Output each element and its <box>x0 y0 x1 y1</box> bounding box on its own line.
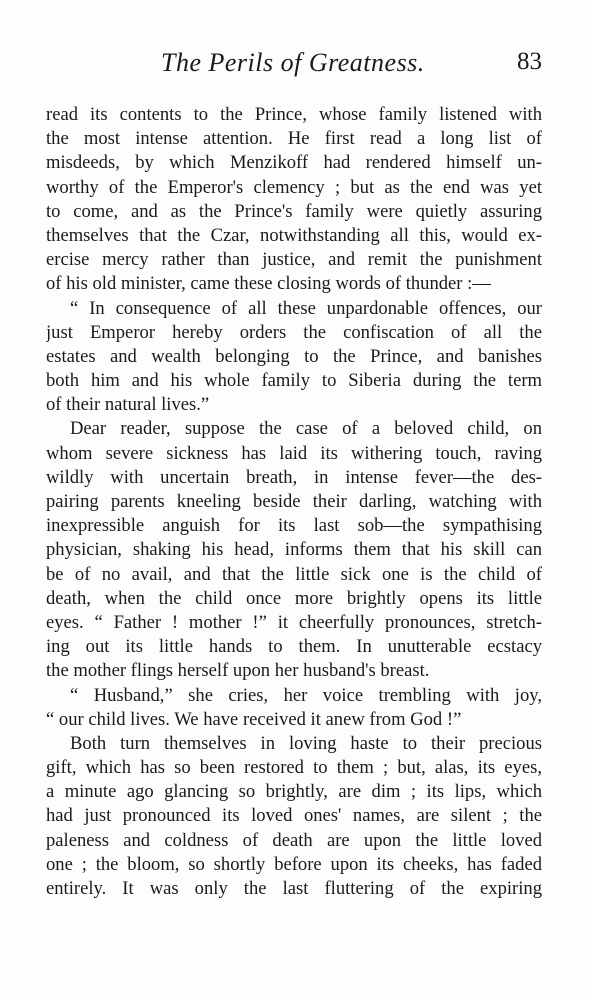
text-line: wildly with uncertain breath, in intense fever—the des- <box>46 466 542 488</box>
text-line: Both turn themselves in loving haste to their precious <box>70 732 542 754</box>
text-line: the most intense attention. He first read a long list of <box>46 128 542 150</box>
text-line: paleness and coldness of death are upon the little loved <box>46 829 542 851</box>
text-line: just Emperor hereby orders the confiscation of all the <box>46 321 542 343</box>
text-line: whom severe sickness has laid its withering touch, raving <box>46 442 542 464</box>
text-line: pairing parents kneeling beside their darling, watching with <box>46 491 542 512</box>
text-line: ing out its little hands to them. In unutterable ecstacy <box>46 636 542 658</box>
text-line: Dear reader, suppose the case of a beloved child, on <box>70 418 542 440</box>
text-line: misdeeds, by which Menzikoff had rendered himself un- <box>46 152 542 174</box>
page-number: 83 <box>517 48 542 75</box>
text-line: of his old minister, came these closing words of thunder :— <box>46 273 491 295</box>
text-line: “ our child lives. We have received it anew from God !” <box>46 708 462 730</box>
text-line: one ; the bloom, so shortly before upon its cheeks, has faded <box>46 853 542 875</box>
text-line: the mother flings herself upon her husband's breast. <box>46 660 430 682</box>
text-line: death, when the child once more brightly opens its little <box>46 587 542 609</box>
text-line: both him and his whole family to Siberia during the term <box>46 370 542 392</box>
running-title: The Perils of Greatness. <box>161 48 425 77</box>
text-line: had just pronounced its loved ones' names, are silent ; the <box>46 805 542 827</box>
text-line: to come, and as the Prince's family were quietly assuring <box>46 200 542 222</box>
text-line: physician, shaking his head, informs them that his skill can <box>46 539 542 561</box>
text-line: estates and wealth belonging to the Prince, and banishes <box>46 345 542 367</box>
text-line: entirely. It was only the last fluttering of the expiring <box>46 878 542 899</box>
text-line: of their natural lives.” <box>46 394 210 416</box>
text-line: worthy of the Emperor's clemency ; but as the end was yet <box>46 176 542 198</box>
text-line: gift, which has so been restored to them ; but, alas, its eyes, <box>46 757 542 779</box>
text-line: “ Husband,” she cries, her voice trembling with joy, <box>70 684 542 706</box>
text-line: ercise mercy rather than justice, and remit the punishment <box>46 249 542 271</box>
text-line: inexpressible anguish for its last sob—the sympathising <box>46 515 542 537</box>
text-line: themselves that the Czar, notwithstanding all this, would ex- <box>46 224 542 246</box>
text-line: be of no avail, and that the little sick one is the child of <box>46 563 542 585</box>
text-line: read its contents to the Prince, whose family listened with <box>46 104 542 125</box>
body-text <box>46 103 542 901</box>
text-line: “ In consequence of all these unpardonable offences, our <box>70 297 542 319</box>
text-line: eyes. “ Father ! mother !” it cheerfully pronounces, stretch- <box>46 611 542 633</box>
running-head <box>46 48 546 82</box>
text-line: a minute ago glancing so brightly, are dim ; its lips, which <box>46 781 542 803</box>
